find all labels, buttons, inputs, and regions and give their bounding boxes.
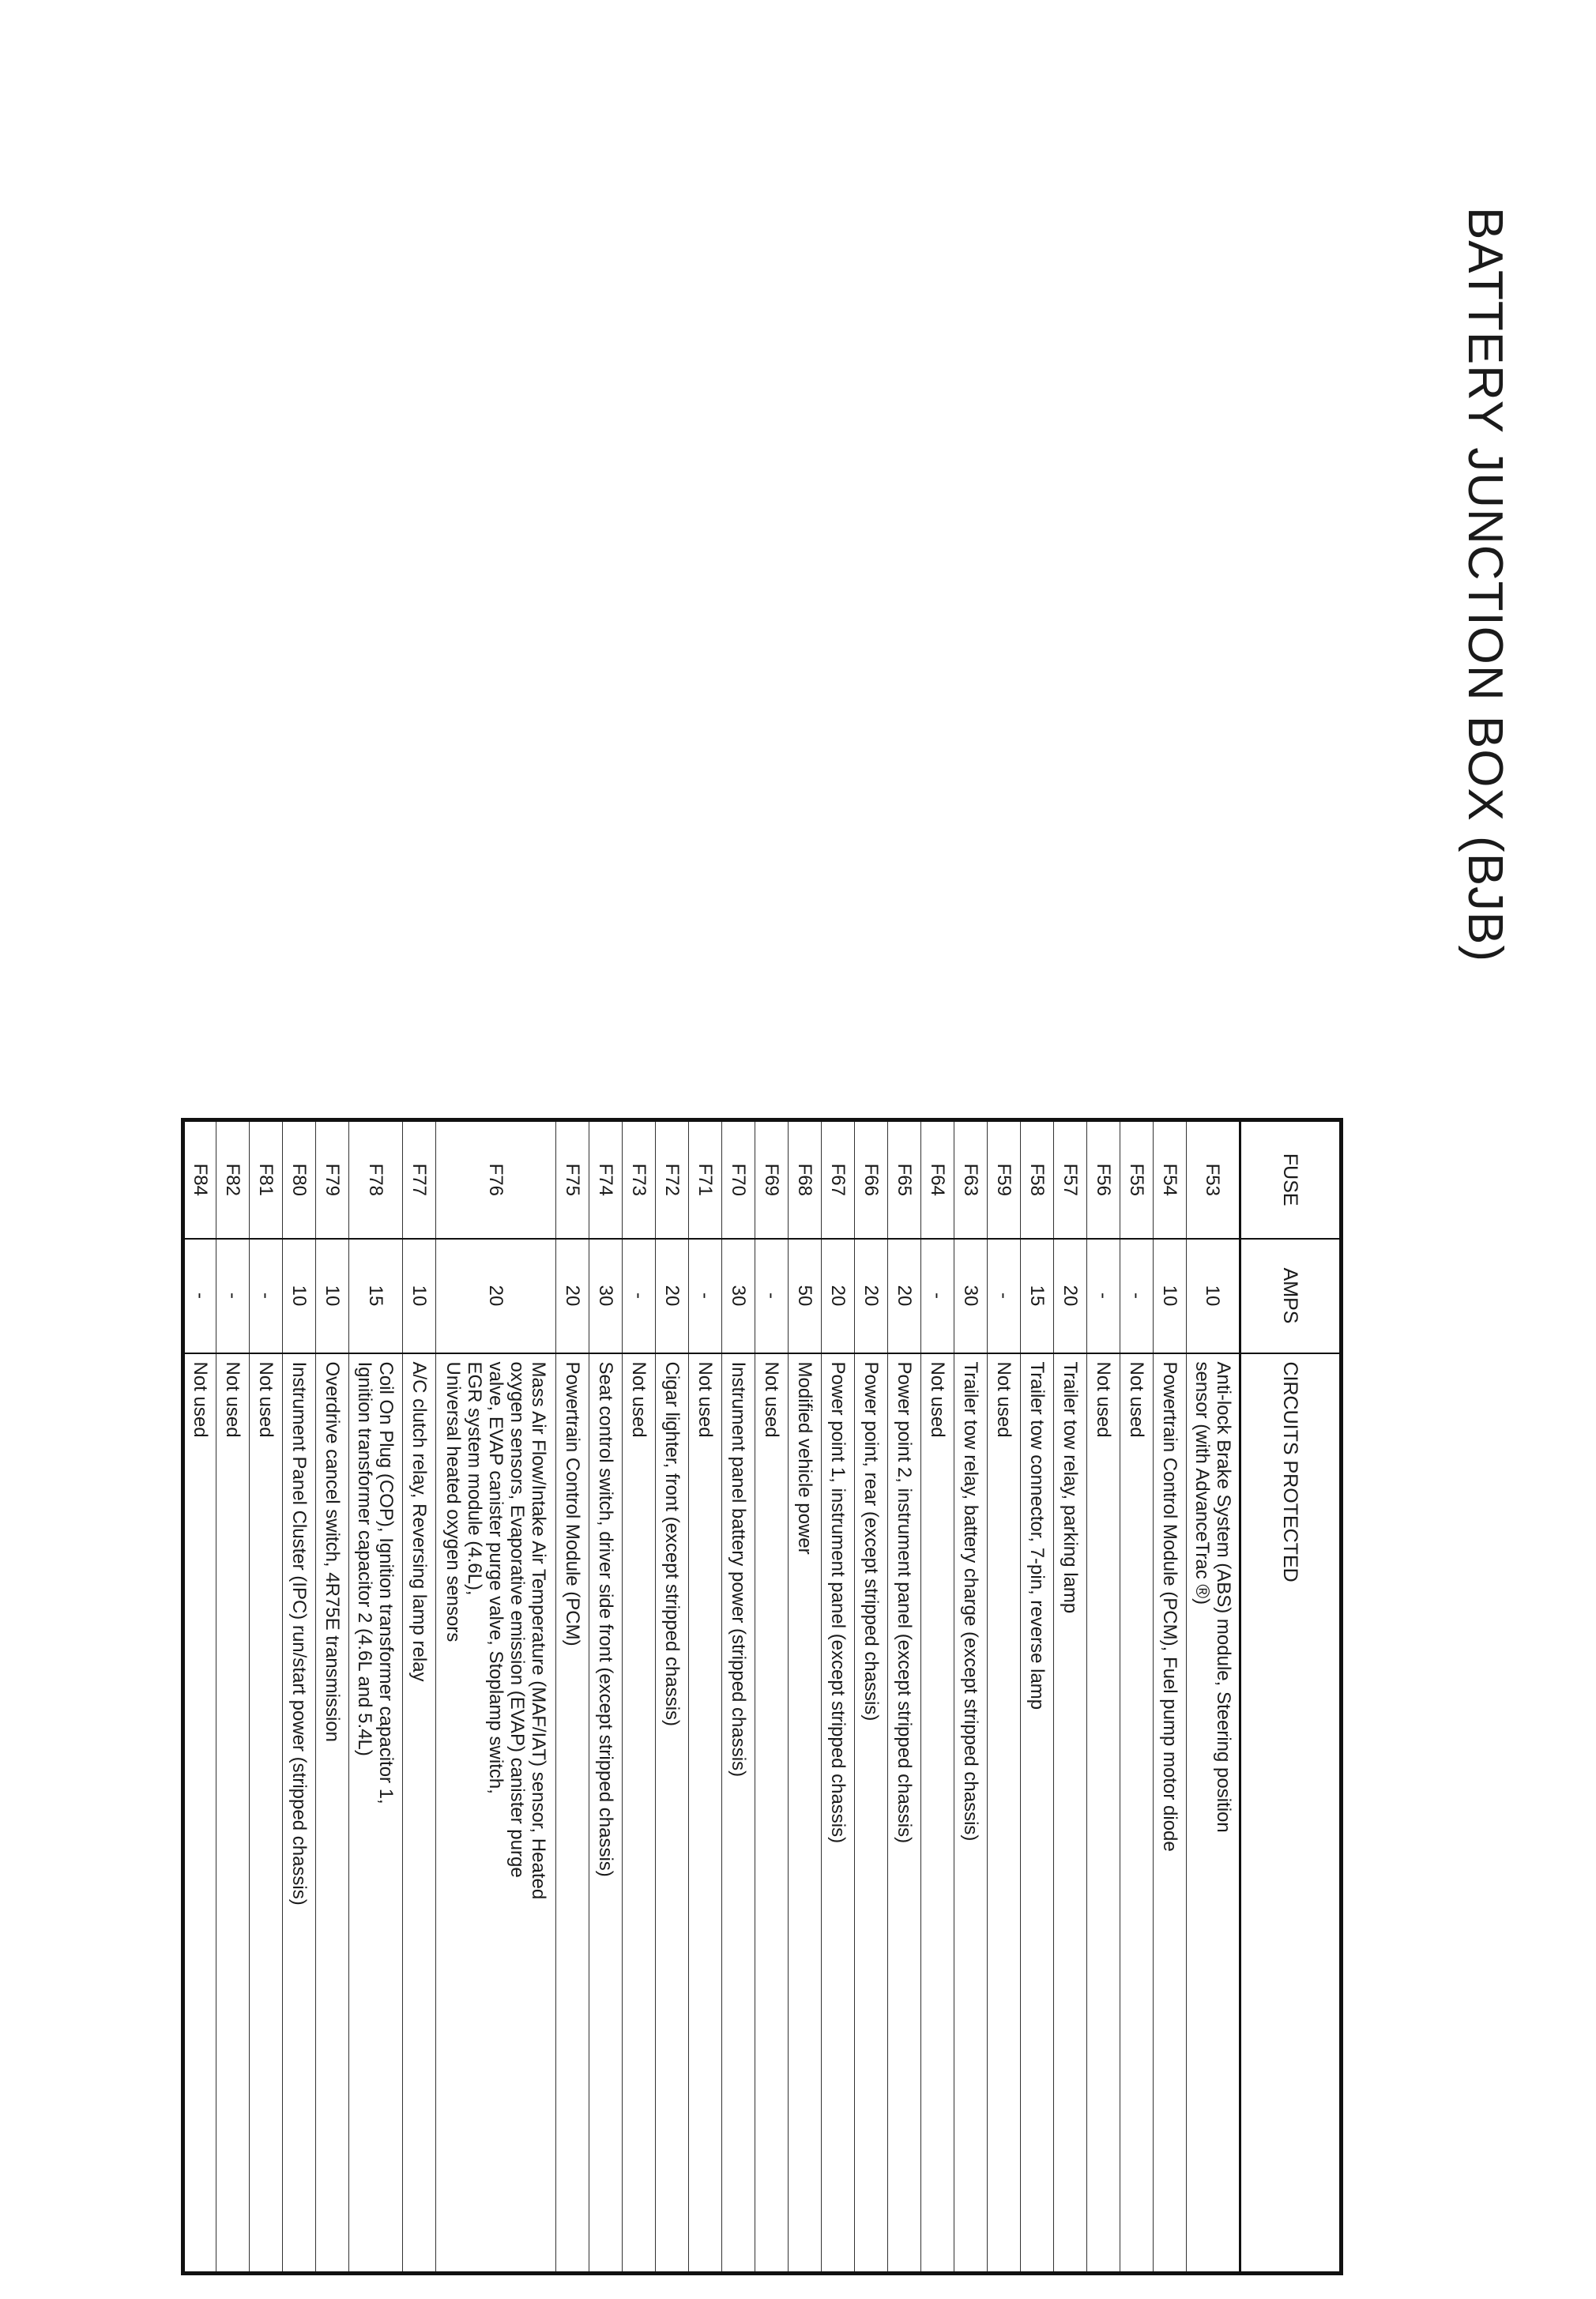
- circuit-line: Not used: [993, 1361, 1014, 1438]
- fuse-cell: F63: [954, 1120, 988, 1239]
- fuse-cell: F81: [250, 1120, 283, 1239]
- fuse-cell: F69: [755, 1120, 789, 1239]
- circuits-cell: [755, 1353, 789, 2274]
- table-row: [589, 1120, 623, 2274]
- circuits-cell: [1120, 1353, 1154, 2274]
- amps-cell: 20: [1054, 1239, 1087, 1353]
- amps-cell: -: [1087, 1239, 1120, 1353]
- fuse-cell: F58: [1021, 1120, 1054, 1239]
- circuit-line: EGR system module (4.6L),: [464, 1361, 485, 1596]
- circuit-line: Trailer tow relay, parking lamp: [1060, 1361, 1081, 1614]
- circuit-line: Power point 1, instrument panel (except stripped chassis): [827, 1361, 849, 1844]
- fuse-column-header: FUSE: [1240, 1120, 1342, 1239]
- circuits-cell: [1021, 1353, 1054, 2274]
- circuit-line: Not used: [222, 1361, 243, 1438]
- circuit-line: Not used: [255, 1361, 277, 1438]
- amps-cell: 10: [283, 1239, 316, 1353]
- circuits-cell: [822, 1353, 855, 2274]
- fuse-cell: F56: [1087, 1120, 1120, 1239]
- table-row: [921, 1120, 954, 2274]
- circuit-line: Not used: [190, 1361, 211, 1438]
- circuits-cell: [1187, 1353, 1240, 2274]
- circuit-line: Trailer tow relay, battery charge (except stripped chassis): [960, 1361, 981, 1842]
- table-row: [623, 1120, 656, 2274]
- circuit-line: Coil On Plug (COP), Ignition transformer capacitor 1,: [375, 1361, 397, 1804]
- circuit-line: Not used: [694, 1361, 716, 1438]
- amps-cell: 20: [556, 1239, 589, 1353]
- table-row: [216, 1120, 250, 2274]
- circuits-cell: [689, 1353, 722, 2274]
- circuit-line: Power point, rear (except stripped chassis): [860, 1361, 882, 1721]
- circuits-cell: [403, 1353, 436, 2274]
- table-row: [822, 1120, 855, 2274]
- circuits-cell: [855, 1353, 888, 2274]
- table-row: [689, 1120, 722, 2274]
- table-row: [556, 1120, 589, 2274]
- circuits-cell: [921, 1353, 954, 2274]
- fuse-cell: F57: [1054, 1120, 1087, 1239]
- fuse-cell: F78: [349, 1120, 403, 1239]
- amps-cell: 15: [1021, 1239, 1054, 1353]
- circuits-cell: [1087, 1353, 1120, 2274]
- circuit-line: Anti-lock Brake System (ABS) module, Steering position: [1213, 1361, 1234, 1833]
- fuse-cell: F74: [589, 1120, 623, 1239]
- circuit-line: Not used: [1093, 1361, 1114, 1438]
- circuit-line: Not used: [761, 1361, 782, 1438]
- circuits-cell: [556, 1353, 589, 2274]
- circuit-line: A/C clutch relay, Reversing lamp relay: [408, 1361, 430, 1682]
- circuits-cell: [349, 1353, 403, 2274]
- amps-cell: -: [250, 1239, 283, 1353]
- circuit-line: Instrument Panel Cluster (IPC) run/start power (stripped chassis): [288, 1361, 310, 1906]
- amps-cell: 20: [855, 1239, 888, 1353]
- circuit-line: sensor (with AdvanceTrac ®): [1191, 1361, 1213, 1605]
- amps-cell: -: [988, 1239, 1021, 1353]
- table-row: [1054, 1120, 1087, 2274]
- circuit-line: Not used: [927, 1361, 948, 1438]
- table-row: [1187, 1120, 1240, 2274]
- circuit-line: Ignition transformer capacitor 2 (4.6L and 5.4L): [354, 1361, 376, 1756]
- amps-cell: 20: [656, 1239, 689, 1353]
- fuse-table-right: [181, 1118, 1343, 2275]
- amps-cell: 20: [888, 1239, 921, 1353]
- amps-cell: -: [216, 1239, 250, 1353]
- amps-cell: 10: [1154, 1239, 1187, 1353]
- table-row: [988, 1120, 1021, 2274]
- circuit-line: Not used: [1126, 1361, 1147, 1438]
- circuits-cell: [789, 1353, 822, 2274]
- circuits-cell: [183, 1353, 216, 2274]
- fuse-cell: F73: [623, 1120, 656, 1239]
- fuse-cell: F54: [1154, 1120, 1187, 1239]
- amps-cell: 10: [1187, 1239, 1240, 1353]
- amps-cell: 20: [436, 1239, 556, 1353]
- circuits-cell: [283, 1353, 316, 2274]
- circuits-cell: [1054, 1353, 1087, 2274]
- table-row: [250, 1120, 283, 2274]
- circuit-line: Modified vehicle power: [794, 1361, 815, 1555]
- table-row: [1120, 1120, 1154, 2274]
- fuse-cell: F84: [183, 1120, 216, 1239]
- circuits-cell: [1154, 1353, 1187, 2274]
- table-row: [722, 1120, 755, 2274]
- table-row: [755, 1120, 789, 2274]
- circuits-cell: [954, 1353, 988, 2274]
- table-row: [316, 1120, 349, 2274]
- table-row: [1154, 1120, 1187, 2274]
- table-row: [1087, 1120, 1120, 2274]
- amps-cell: 30: [954, 1239, 988, 1353]
- fuse-cell: F76: [436, 1120, 556, 1239]
- amps-cell: -: [623, 1239, 656, 1353]
- amps-cell: 30: [722, 1239, 755, 1353]
- table-row: [349, 1120, 403, 2274]
- circuits-cell: [656, 1353, 689, 2274]
- amps-cell: -: [183, 1239, 216, 1353]
- fuse-cell: F59: [988, 1120, 1021, 1239]
- amps-cell: 15: [349, 1239, 403, 1353]
- amps-cell: 10: [316, 1239, 349, 1353]
- circuit-line: Seat control switch, driver side front (except stripped chassis): [595, 1361, 616, 1877]
- fuse-cell: F68: [789, 1120, 822, 1239]
- fuse-cell: F67: [822, 1120, 855, 1239]
- amps-column-header: AMPS: [1240, 1239, 1342, 1353]
- amps-cell: 30: [589, 1239, 623, 1353]
- table-row: [855, 1120, 888, 2274]
- fuse-cell: F53: [1187, 1120, 1240, 1239]
- fuse-cell: F71: [689, 1120, 722, 1239]
- fuse-cell: F75: [556, 1120, 589, 1239]
- table-row: [183, 1120, 216, 2274]
- fuse-cell: F80: [283, 1120, 316, 1239]
- fuse-cell: F66: [855, 1120, 888, 1239]
- circuits-cell: [436, 1353, 556, 2274]
- circuits-cell: [722, 1353, 755, 2274]
- table-row: [283, 1120, 316, 2274]
- circuit-line: Instrument panel battery power (stripped chassis): [728, 1361, 749, 1778]
- table-row: [1021, 1120, 1054, 2274]
- circuit-line: Power point 2, instrument panel (except stripped chassis): [894, 1361, 915, 1844]
- fuse-cell: F72: [656, 1120, 689, 1239]
- circuits-cell: [216, 1353, 250, 2274]
- fuse-cell: F65: [888, 1120, 921, 1239]
- table-row: [789, 1120, 822, 2274]
- circuit-line: Powertrain Control Module (PCM): [562, 1361, 583, 1646]
- fuse-cell: F70: [722, 1120, 755, 1239]
- amps-cell: -: [689, 1239, 722, 1353]
- circuits-cell: [623, 1353, 656, 2274]
- circuit-line: Trailer tow connector, 7-pin, reverse lamp: [1026, 1361, 1048, 1710]
- circuits-cell: [250, 1353, 283, 2274]
- circuits-cell: [988, 1353, 1021, 2274]
- fuse-cell: F64: [921, 1120, 954, 1239]
- amps-cell: -: [755, 1239, 789, 1353]
- amps-cell: -: [921, 1239, 954, 1353]
- amps-cell: -: [1120, 1239, 1154, 1353]
- circuit-line: Universal heated oxygen sensors: [442, 1361, 464, 1642]
- circuit-line: Overdrive cancel switch, 4R75E transmission: [322, 1361, 343, 1743]
- circuit-line: Mass Air Flow/Intake Air Temperature (MAF/IAT) sensor, Heated: [528, 1361, 549, 1900]
- table-row: [656, 1120, 689, 2274]
- table-row: [954, 1120, 988, 2274]
- circuit-line: Cigar lighter, front (except stripped chassis): [661, 1361, 683, 1727]
- amps-cell: 10: [403, 1239, 436, 1353]
- table-row: [436, 1120, 556, 2274]
- circuit-line: oxygen sensors, Evaporative emission (EVAP) canister purge: [506, 1361, 528, 1878]
- table-header-row: [1240, 1120, 1342, 2274]
- amps-cell: 20: [822, 1239, 855, 1353]
- page-title: BATTERY JUNCTION BOX (BJB): [1458, 206, 1512, 963]
- amps-cell: 50: [789, 1239, 822, 1353]
- circuits-cell: [888, 1353, 921, 2274]
- table-row: [403, 1120, 436, 2274]
- circuits-cell: [589, 1353, 623, 2274]
- fuse-cell: F79: [316, 1120, 349, 1239]
- circuit-line: valve, EVAP canister purge valve, Stoplamp switch,: [485, 1361, 506, 1794]
- fuse-cell: F82: [216, 1120, 250, 1239]
- fuse-table-right-body: [183, 1120, 1240, 2274]
- table-row: [888, 1120, 921, 2274]
- fuse-cell: F77: [403, 1120, 436, 1239]
- circuit-line: Not used: [628, 1361, 649, 1438]
- circuit-line: Powertrain Control Module (PCM), Fuel pump motor diode: [1159, 1361, 1180, 1852]
- circuits-cell: [316, 1353, 349, 2274]
- fuse-cell: F55: [1120, 1120, 1154, 1239]
- circuits-column-header: CIRCUITS PROTECTED: [1240, 1353, 1342, 2274]
